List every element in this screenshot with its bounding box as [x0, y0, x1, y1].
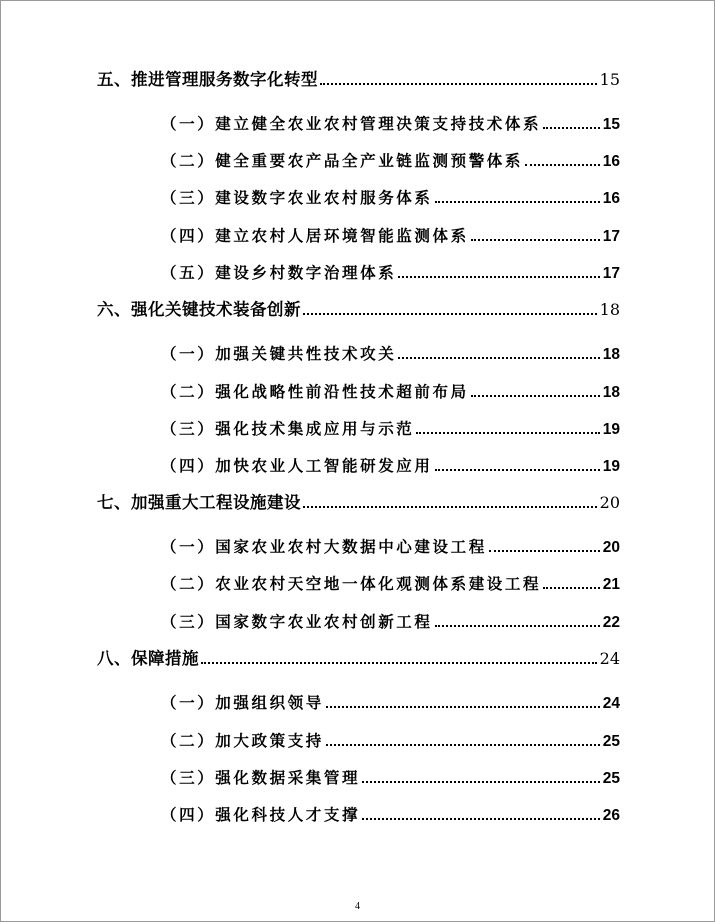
toc-page-number: 19	[602, 458, 620, 475]
toc-subsection-8-2[interactable]	[161, 730, 620, 752]
toc-entry-title: （四）强化科技人才支撑	[161, 805, 361, 824]
toc-entry-title: （二）健全重要农产品全产业链监测预警体系	[161, 151, 524, 170]
toc-entry-title: （四）加快农业人工智能研发应用	[161, 456, 433, 475]
toc-page-number: 25	[602, 733, 620, 750]
toc-entry-title: （一）加强关键共性技术攻关	[161, 344, 397, 363]
toc-page-number: 15	[602, 116, 620, 133]
toc-subsection-5-1[interactable]	[161, 113, 620, 135]
toc-entry-title: （三）强化数据采集管理	[161, 768, 361, 787]
dot-leader	[398, 276, 599, 278]
toc-page-number: 20	[599, 493, 620, 512]
toc-subsection-6-3[interactable]	[161, 418, 620, 440]
toc-section-5[interactable]	[97, 69, 620, 91]
dot-leader	[471, 395, 600, 397]
toc-page-number: 17	[602, 228, 620, 245]
toc-entry-title: （一）建立健全农业农村管理决策支持技术体系	[161, 114, 542, 133]
toc-subsection-8-4[interactable]	[161, 804, 620, 826]
toc-entry-title: （四）建立农村人居环境智能监测体系	[161, 226, 469, 245]
toc-section-8[interactable]	[97, 648, 620, 670]
toc-page-number: 26	[602, 807, 620, 824]
toc-page-number: 16	[602, 153, 620, 170]
dot-leader	[489, 550, 600, 552]
toc-subsection-8-3[interactable]	[161, 767, 620, 789]
toc-entry-title: （一）加强组织领导	[161, 693, 324, 712]
dot-leader	[435, 201, 600, 203]
toc-page-number: 18	[602, 346, 620, 363]
toc-page-number: 15	[599, 70, 620, 89]
toc-subsection-8-1[interactable]	[161, 692, 620, 714]
toc-subsection-7-1[interactable]	[161, 536, 620, 558]
dot-leader	[303, 313, 597, 315]
toc-entry-title: （三）建设数字农业农村服务体系	[161, 188, 433, 207]
dot-leader	[416, 432, 599, 434]
dot-leader	[398, 357, 599, 359]
dot-leader	[543, 587, 600, 589]
dot-leader	[435, 625, 600, 627]
toc-entry-title: （三）国家数字农业农村创新工程	[161, 612, 433, 631]
toc-page-number: 22	[602, 614, 620, 631]
toc-page-number: 17	[602, 265, 620, 282]
toc-subsection-7-3[interactable]	[161, 611, 620, 633]
dot-leader	[525, 164, 600, 166]
toc-entry-title: （五）建设乡村数字治理体系	[161, 263, 397, 282]
dot-leader	[303, 506, 597, 508]
toc-subsection-6-1[interactable]	[161, 343, 620, 365]
toc-section-7[interactable]	[97, 492, 620, 514]
toc-subsection-5-4[interactable]	[161, 225, 620, 247]
toc-subsection-6-4[interactable]	[161, 455, 620, 477]
toc-page-number: 24	[602, 695, 620, 712]
toc-entry-title: （二）强化战略性前沿性技术超前布局	[161, 382, 469, 401]
toc-page-number: 25	[602, 770, 620, 787]
toc-page-number: 16	[602, 190, 620, 207]
toc-page-number: 18	[599, 300, 620, 319]
toc-entry-title: （二）农业农村天空地一体化观测体系建设工程	[161, 574, 542, 593]
dot-leader	[320, 83, 597, 85]
toc-subsection-5-3[interactable]	[161, 187, 620, 209]
toc-page-number: 20	[602, 539, 620, 556]
toc-entry-title: （一）国家农业农村大数据中心建设工程	[161, 537, 487, 556]
toc-entry-title: （二）加大政策支持	[161, 731, 324, 750]
dot-leader	[543, 127, 600, 129]
dot-leader	[471, 239, 600, 241]
toc-section-6[interactable]	[97, 299, 620, 321]
dot-leader	[435, 469, 600, 471]
toc-page-number: 24	[599, 649, 620, 668]
dot-leader	[326, 744, 600, 746]
dot-leader	[362, 818, 600, 820]
toc-entry-title: 七、加强重大工程设施建设	[97, 493, 301, 512]
toc-entry-title: 五、推进管理服务数字化转型	[97, 70, 318, 89]
toc-subsection-6-2[interactable]	[161, 381, 620, 403]
toc-subsection-5-2[interactable]	[161, 150, 620, 172]
dot-leader	[201, 662, 597, 664]
toc-entry-title: （三）强化技术集成应用与示范	[161, 419, 415, 438]
dot-leader	[326, 706, 600, 708]
toc-entry-title: 八、保障措施	[97, 649, 199, 668]
toc-page-number: 19	[602, 421, 620, 438]
dot-leader	[362, 781, 600, 783]
toc-subsection-7-2[interactable]	[161, 573, 620, 595]
toc-page-number: 18	[602, 384, 620, 401]
toc-entry-title: 六、强化关键技术装备创新	[97, 300, 301, 319]
page-footer-number: 4	[355, 901, 360, 912]
toc-subsection-5-5[interactable]	[161, 262, 620, 284]
toc-page-number: 21	[602, 576, 620, 593]
